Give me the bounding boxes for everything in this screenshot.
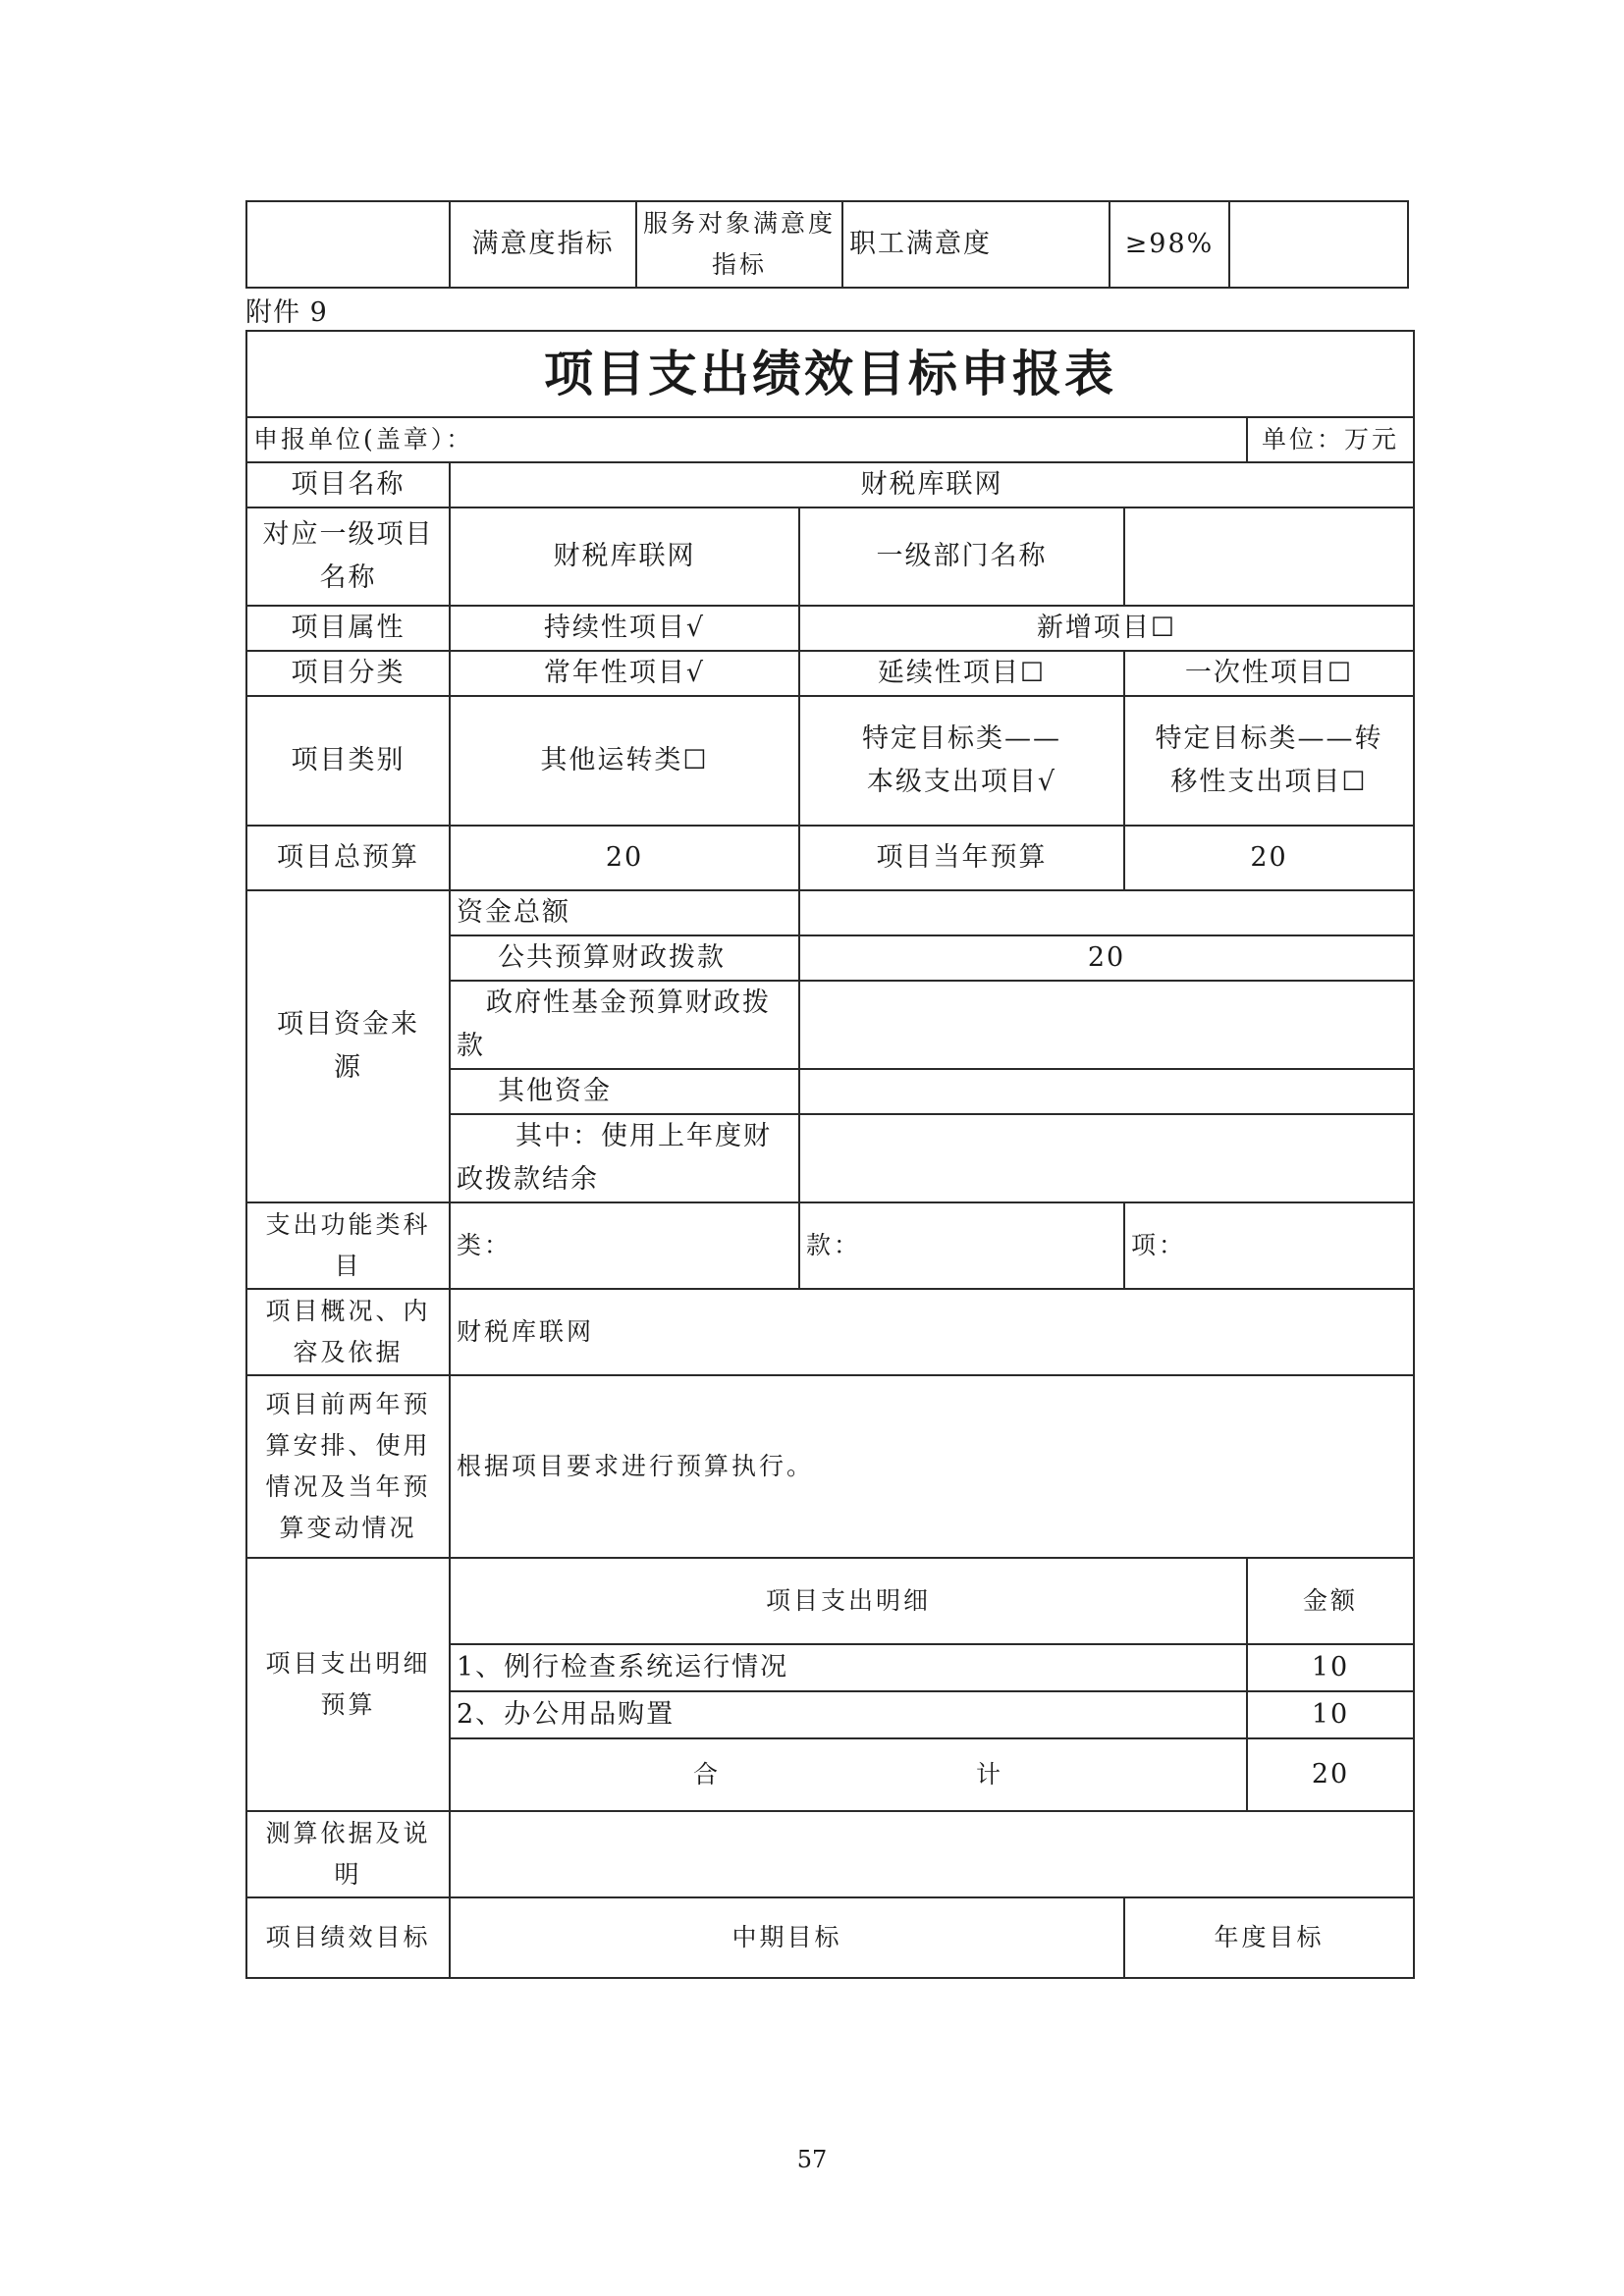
attachment-label: 附件 9 <box>245 297 328 328</box>
performance-target-label: 项目绩效目标 <box>246 1897 450 1978</box>
funding-gov-fund-value <box>799 981 1414 1069</box>
detail-header: 项目支出明细 <box>450 1558 1247 1644</box>
dept-name-label: 一级部门名称 <box>799 507 1124 606</box>
total-label-a: 合 <box>692 1760 721 1789</box>
class-onetime: 一次性项目☐ <box>1124 651 1414 696</box>
form-title: 项目支出绩效目标申报表 <box>246 331 1414 417</box>
parent-project-label: 对应一级项目名称 <box>246 507 450 606</box>
overview-label: 项目概况、内容及依据 <box>246 1289 450 1375</box>
total-budget-value: 20 <box>450 826 799 890</box>
funding-other-label: 其他资金 <box>450 1069 799 1114</box>
applicant-label: 申报单位(盖章）： <box>246 417 1247 462</box>
page-number: 57 <box>796 2146 828 2173</box>
annual-budget-label: 项目当年预算 <box>799 826 1124 890</box>
parent-project-value: 财税库联网 <box>450 507 799 606</box>
funding-public-label: 公共预算财政拨款 <box>450 935 799 981</box>
funding-other-value <box>799 1069 1414 1114</box>
funding-total-label: 资金总额 <box>450 890 799 935</box>
funding-public-value: 20 <box>799 935 1414 981</box>
detail-item-2: 2、办公用品购置 <box>450 1691 1247 1738</box>
prev-cell-blank <box>246 201 450 288</box>
func-section: 款： <box>799 1202 1124 1289</box>
amount-header: 金额 <box>1247 1558 1414 1644</box>
cat-specific-level: 特定目标类——本级支出项目√ <box>799 696 1124 826</box>
detail-amount-2: 10 <box>1247 1691 1414 1738</box>
basis-label: 测算依据及说明 <box>246 1811 450 1897</box>
project-name-label: 项目名称 <box>246 462 450 507</box>
total-label-b: 计 <box>976 1760 1004 1789</box>
function-subject-label: 支出功能类科目 <box>246 1202 450 1289</box>
annual-target-label: 年度目标 <box>1124 1897 1414 1978</box>
total-budget-label: 项目总预算 <box>246 826 450 890</box>
detail-item-1: 1、例行检查系统运行情况 <box>450 1644 1247 1691</box>
prev-cell-target-value: ≥98% <box>1110 201 1229 288</box>
funding-label: 项目资金来源 <box>246 890 450 1202</box>
prev-cell-service-target-satisfaction: 服务对象满意度指标 <box>636 201 842 288</box>
annual-budget-value: 20 <box>1124 826 1414 890</box>
funding-gov-fund-label: 政府性基金预算财政拨款 <box>450 981 799 1069</box>
dept-name-value <box>1124 507 1414 606</box>
class-regular: 常年性项目√ <box>450 651 799 696</box>
funding-surplus-label: 其中：使用上年度财政拨款结余 <box>450 1114 799 1202</box>
prev-cell-blank-2 <box>1229 201 1408 288</box>
attribute-continuing: 持续性项目√ <box>450 606 799 651</box>
budget-performance-form <box>245 330 1415 1979</box>
previous-table-tail <box>245 200 1409 289</box>
detail-amount-1: 10 <box>1247 1644 1414 1691</box>
class-extended: 延续性项目☐ <box>799 651 1124 696</box>
func-class: 类： <box>450 1202 799 1289</box>
attribute-new: 新增项目☐ <box>799 606 1414 651</box>
project-name-value: 财税库联网 <box>450 462 1414 507</box>
prev-cell-staff-satisfaction: 职工满意度 <box>842 201 1110 288</box>
detail-total-label <box>450 1738 1247 1811</box>
func-item: 项： <box>1124 1202 1414 1289</box>
classification-label: 项目分类 <box>246 651 450 696</box>
basis-value <box>450 1811 1414 1897</box>
unit-label: 单位：万元 <box>1247 417 1414 462</box>
history-value: 根据项目要求进行预算执行。 <box>450 1375 1414 1558</box>
history-label: 项目前两年预算安排、使用情况及当年预算变动情况 <box>246 1375 450 1558</box>
detail-label: 项目支出明细预算 <box>246 1558 450 1811</box>
cat-specific-transfer: 特定目标类——转移性支出项目☐ <box>1124 696 1414 826</box>
overview-value: 财税库联网 <box>450 1289 1414 1375</box>
cat-other: 其他运转类☐ <box>450 696 799 826</box>
category-label: 项目类别 <box>246 696 450 826</box>
mid-term-target-label: 中期目标 <box>450 1897 1124 1978</box>
attribute-label: 项目属性 <box>246 606 450 651</box>
prev-cell-satisfaction-indicator: 满意度指标 <box>450 201 636 288</box>
detail-total-amount: 20 <box>1247 1738 1414 1811</box>
funding-total-value <box>799 890 1414 935</box>
funding-surplus-value <box>799 1114 1414 1202</box>
